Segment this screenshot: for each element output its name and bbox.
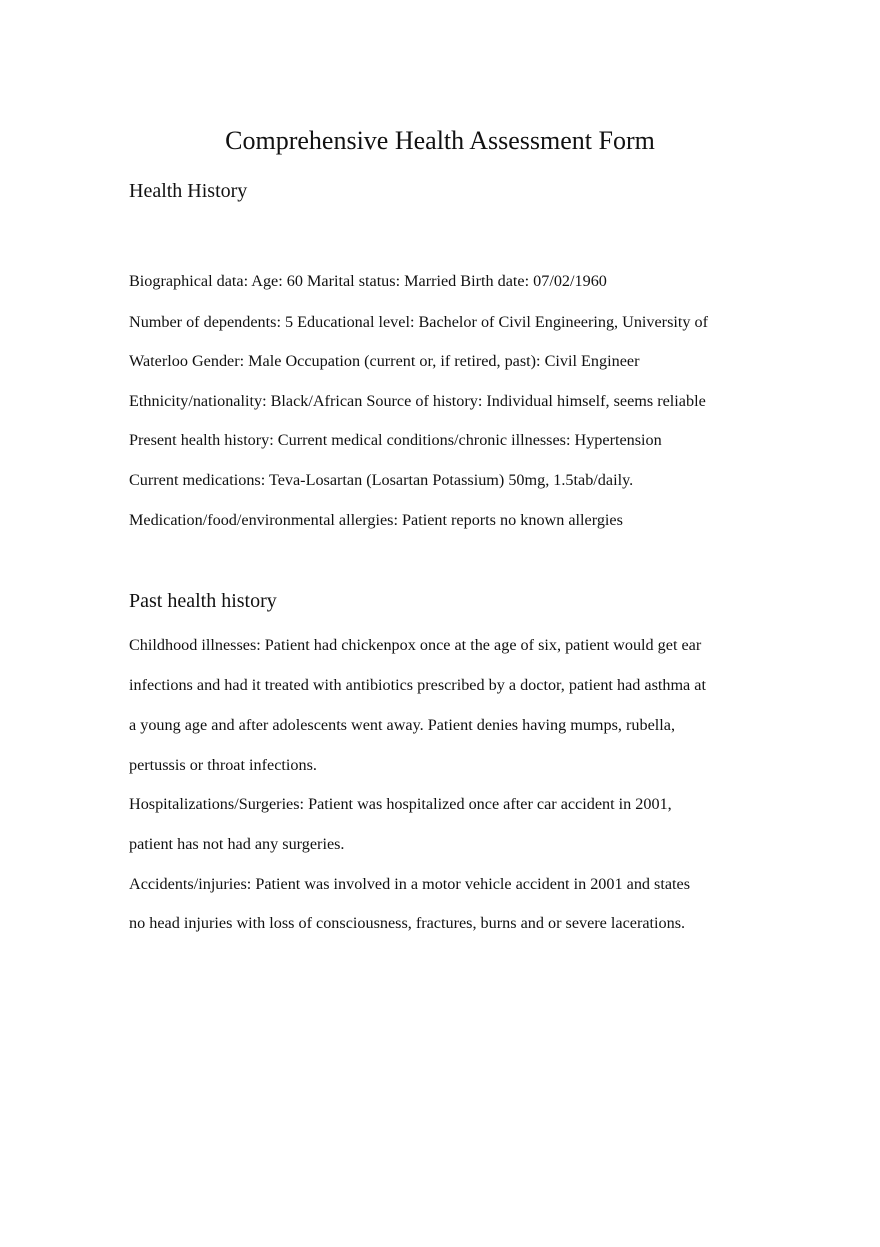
- text-line: Current medications: Teva-Losartan (Losartan Potassium) 50mg, 1.5tab/daily.: [129, 471, 634, 489]
- text-line: Medication/food/environmental allergies: Patient reports no known allergies: [129, 511, 623, 529]
- text-line: pertussis or throat infections.: [129, 756, 317, 774]
- text-line: Childhood illnesses: Patient had chickenpox once at the age of six, patient would get ear: [129, 636, 702, 654]
- text-line: patient has not had any surgeries.: [129, 835, 345, 853]
- text-line: Accidents/injuries: Patient was involved in a motor vehicle accident in 2001 and states: [129, 875, 691, 893]
- text-line: no head injuries with loss of consciousness, fractures, burns and or severe lacerations.: [129, 914, 686, 932]
- text-line: Waterloo Gender: Male Occupation (current or, if retired, past): Civil Engineer: [129, 352, 640, 370]
- section-heading-health-history: Health History: [129, 180, 248, 202]
- text-line: Biographical data: Age: 60 Marital status: Married Birth date: 07/02/1960: [129, 272, 607, 290]
- text-line: infections and had it treated with antibiotics prescribed by a doctor, patient had asthma at: [129, 676, 706, 694]
- text-line: Present health history: Current medical conditions/chronic illnesses: Hypertension: [129, 431, 662, 449]
- document-title: Comprehensive Health Assessment Form: [225, 126, 655, 155]
- text-line: a young age and after adolescents went away. Patient denies having mumps, rubella,: [129, 716, 676, 734]
- section-heading-past-health-history: Past health history: [129, 590, 277, 612]
- text-line: Hospitalizations/Surgeries: Patient was hospitalized once after car accident in 2001,: [129, 795, 672, 813]
- text-line: Ethnicity/nationality: Black/African Source of history: Individual himself, seems reliable: [129, 392, 706, 410]
- text-line: Number of dependents: 5 Educational level: Bachelor of Civil Engineering, University of: [129, 313, 708, 331]
